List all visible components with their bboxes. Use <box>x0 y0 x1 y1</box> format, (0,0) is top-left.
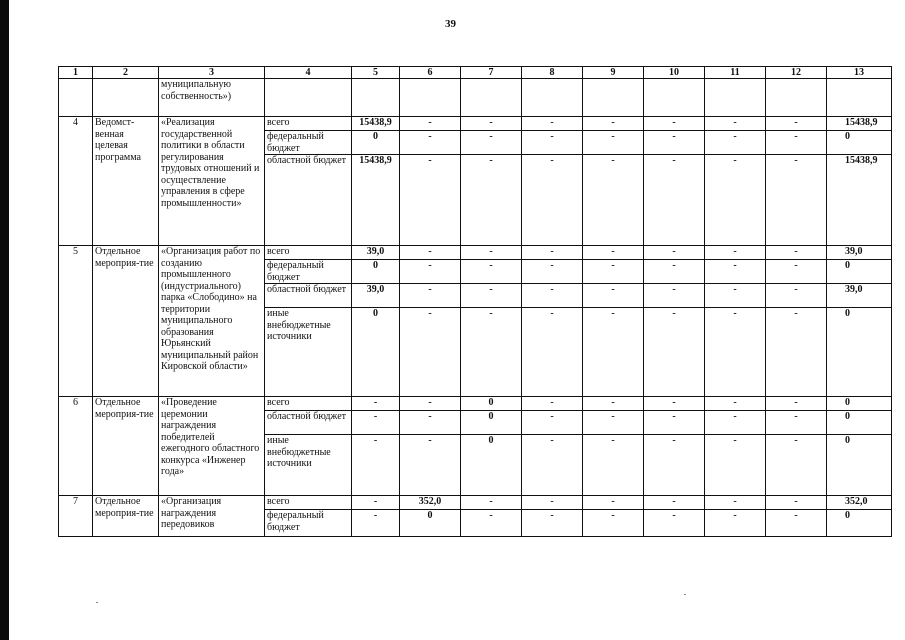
total-value: 0 <box>827 308 892 397</box>
column-header: 11 <box>705 67 766 79</box>
continuation-name: муниципальную собственность») <box>159 79 265 117</box>
program-name: «Проведение церемонии награждения победителей ежегодного областного конкурса «Инженер года» <box>159 397 265 496</box>
year-value: - <box>400 435 461 496</box>
row-number: 4 <box>59 117 93 246</box>
year-value: - <box>400 246 461 260</box>
program-name: «Реализация государственной политики в области регулирования трудовых отношений и осуществление управления в сфере промышленности» <box>159 117 265 246</box>
year-value: - <box>705 131 766 155</box>
funding-source: всего <box>265 496 352 510</box>
year-value: - <box>705 435 766 496</box>
funding-source: всего <box>265 397 352 411</box>
year-value: - <box>583 308 644 397</box>
year-value: - <box>705 308 766 397</box>
year-value: - <box>705 496 766 510</box>
year-value: - <box>644 435 705 496</box>
funding-source: областной бюджет <box>265 155 352 246</box>
year-value: 0 <box>461 397 522 411</box>
year-value: - <box>705 510 766 537</box>
funding-source: областной бюджет <box>265 284 352 308</box>
year-value: - <box>522 435 583 496</box>
funding-source: всего <box>265 117 352 131</box>
year-value: - <box>461 117 522 131</box>
year-value: - <box>644 284 705 308</box>
column-header: 10 <box>644 67 705 79</box>
year-value: 352,0 <box>400 496 461 510</box>
total-value: 15438,9 <box>827 117 892 131</box>
year-value: - <box>352 510 400 537</box>
year-value: - <box>766 510 827 537</box>
year-value: - <box>522 155 583 246</box>
scan-edge-bar <box>0 0 9 640</box>
year-value: 39,0 <box>352 284 400 308</box>
year-value: - <box>644 131 705 155</box>
page-number: 39 <box>445 18 456 30</box>
year-value: - <box>583 260 644 284</box>
year-value: - <box>644 155 705 246</box>
funding-source: иные внебюджетные источники <box>265 435 352 496</box>
total-value: 352,0 <box>827 496 892 510</box>
column-header: 7 <box>461 67 522 79</box>
year-value: 0 <box>352 131 400 155</box>
year-value: - <box>400 131 461 155</box>
funding-source: федеральный бюджет <box>265 131 352 155</box>
year-value: - <box>522 131 583 155</box>
total-value: 0 <box>827 510 892 537</box>
table-row <box>59 496 892 510</box>
funding-source: федеральный бюджет <box>265 510 352 537</box>
year-value: - <box>583 155 644 246</box>
year-value: - <box>766 496 827 510</box>
year-value: - <box>644 411 705 435</box>
funding-source: иные внебюджетные источники <box>265 308 352 397</box>
year-value: - <box>583 246 644 260</box>
year-value: - <box>766 435 827 496</box>
column-header: 3 <box>159 67 265 79</box>
year-value: - <box>400 260 461 284</box>
year-value: - <box>644 496 705 510</box>
year-value: 0 <box>352 308 400 397</box>
year-value: - <box>583 397 644 411</box>
year-value: - <box>522 260 583 284</box>
year-value: - <box>766 117 827 131</box>
year-value: - <box>705 397 766 411</box>
year-value: 0 <box>461 435 522 496</box>
total-value: 0 <box>827 131 892 155</box>
year-value: - <box>400 284 461 308</box>
year-value: 15438,9 <box>352 117 400 131</box>
total-value: 0 <box>827 435 892 496</box>
program-type: Отдельное мероприя-тие <box>93 397 159 496</box>
year-value: - <box>461 308 522 397</box>
row-number: 7 <box>59 496 93 537</box>
year-value: - <box>705 284 766 308</box>
year-value: - <box>766 284 827 308</box>
row-number: 6 <box>59 397 93 496</box>
year-value: - <box>352 397 400 411</box>
column-header: 2 <box>93 67 159 79</box>
year-value: - <box>705 246 766 260</box>
table-row <box>59 117 892 131</box>
year-value: - <box>583 131 644 155</box>
year-value: - <box>400 308 461 397</box>
year-value: - <box>644 117 705 131</box>
year-value: - <box>766 131 827 155</box>
year-value: - <box>522 397 583 411</box>
scan-speck <box>96 602 98 603</box>
year-value: - <box>766 308 827 397</box>
total-value: 39,0 <box>827 246 892 260</box>
column-header: 5 <box>352 67 400 79</box>
year-value: - <box>461 510 522 537</box>
year-value: 0 <box>400 510 461 537</box>
year-value: - <box>522 411 583 435</box>
row-number: 5 <box>59 246 93 397</box>
scan-speck <box>684 594 686 595</box>
year-value: - <box>705 117 766 131</box>
year-value: - <box>644 260 705 284</box>
funding-source: областной бюджет <box>265 411 352 435</box>
program-name: «Организация награждения передовиков <box>159 496 265 537</box>
year-value: - <box>583 284 644 308</box>
year-value: - <box>705 155 766 246</box>
year-value: - <box>461 131 522 155</box>
total-value: 0 <box>827 260 892 284</box>
year-value: - <box>461 246 522 260</box>
header-row <box>59 67 892 79</box>
year-value: - <box>461 260 522 284</box>
year-value: - <box>705 260 766 284</box>
column-header: 9 <box>583 67 644 79</box>
column-header: 1 <box>59 67 93 79</box>
year-value: - <box>583 411 644 435</box>
year-value: - <box>352 411 400 435</box>
year-value: - <box>522 246 583 260</box>
year-value: - <box>352 496 400 510</box>
year-value: - <box>522 510 583 537</box>
year-value: - <box>766 260 827 284</box>
year-value: - <box>461 155 522 246</box>
continuation-row <box>59 79 892 117</box>
year-value: - <box>766 155 827 246</box>
year-value: 15438,9 <box>352 155 400 246</box>
funding-source: всего <box>265 246 352 260</box>
total-value: 15438,9 <box>827 155 892 246</box>
program-type: Ведомст-венная целевая программа <box>93 117 159 246</box>
year-value: - <box>400 411 461 435</box>
column-header: 13 <box>827 67 892 79</box>
program-type: Отдельное мероприя-тие <box>93 246 159 397</box>
year-value: - <box>522 117 583 131</box>
year-value: - <box>644 308 705 397</box>
year-value: - <box>400 117 461 131</box>
column-header: 4 <box>265 67 352 79</box>
program-name: «Организация работ по созданию промышленного (индустриального) парка «Слободино» на территории муниципального образования Юрьянский муниципальный район Кировской области» <box>159 246 265 397</box>
funding-source: федеральный бюджет <box>265 260 352 284</box>
year-value: - <box>522 308 583 397</box>
year-value: - <box>644 397 705 411</box>
year-value: - <box>400 155 461 246</box>
year-value: - <box>522 284 583 308</box>
year-value: - <box>461 284 522 308</box>
year-value: 39,0 <box>352 246 400 260</box>
program-type: Отдельное мероприя-тие <box>93 496 159 537</box>
column-header: 12 <box>766 67 827 79</box>
year-value: - <box>644 246 705 260</box>
year-value: - <box>766 411 827 435</box>
year-value: - <box>644 510 705 537</box>
year-value: - <box>400 397 461 411</box>
year-value: - <box>705 411 766 435</box>
year-value: 0 <box>461 411 522 435</box>
year-value: - <box>522 496 583 510</box>
year-value: - <box>583 435 644 496</box>
column-header: 6 <box>400 67 461 79</box>
year-value: - <box>583 117 644 131</box>
year-value: - <box>583 510 644 537</box>
total-value: 39,0 <box>827 284 892 308</box>
column-header: 8 <box>522 67 583 79</box>
total-value: 0 <box>827 397 892 411</box>
year-value: - <box>461 496 522 510</box>
table-row <box>59 397 892 411</box>
year-value: - <box>766 397 827 411</box>
table-row <box>59 246 892 260</box>
year-value: 0 <box>352 260 400 284</box>
total-value: 0 <box>827 411 892 435</box>
year-value: - <box>583 496 644 510</box>
budget-table <box>58 66 892 537</box>
year-value: - <box>352 435 400 496</box>
year-value: - <box>766 246 827 260</box>
